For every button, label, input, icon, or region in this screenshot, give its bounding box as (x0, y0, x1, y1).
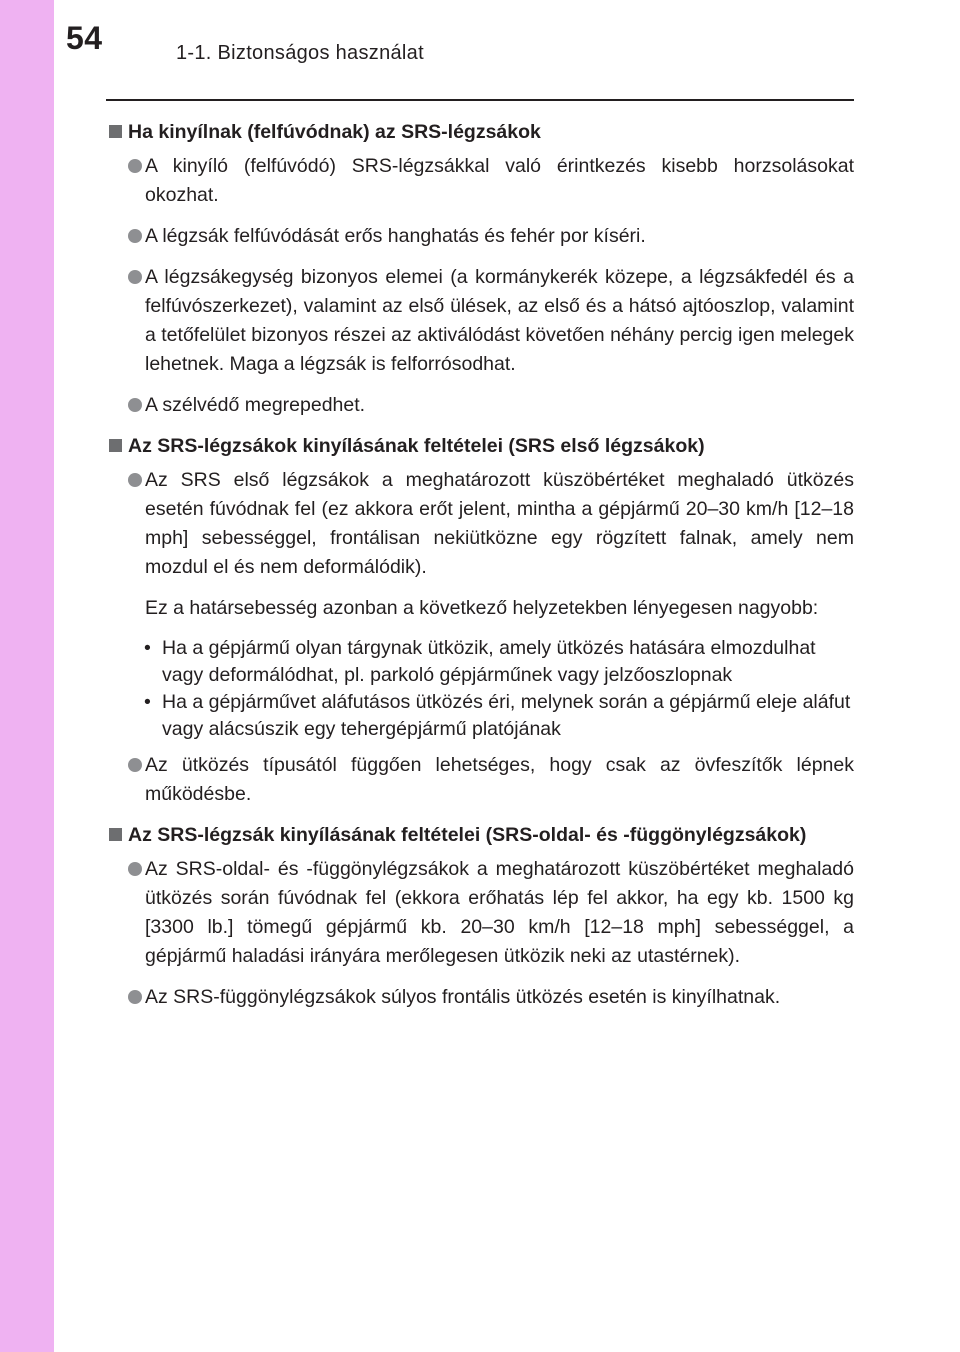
circle-bullet-icon (128, 862, 142, 876)
list-item (108, 983, 854, 1012)
section-heading (108, 118, 854, 147)
list-item (108, 263, 854, 379)
list-item (108, 152, 854, 210)
list-item-text: A kinyíló (felfúvódó) SRS-légzsákkal való érintkezés kisebb horzsolásokat okozhat. (145, 155, 854, 206)
list-item (108, 391, 854, 420)
circle-bullet-icon (128, 159, 142, 173)
list-item-text: Az SRS első légzsákok a meghatározott küszöbértéket meghaladó ütközés esetén fúvódnak fel (ez akkora erőt jelent, mintha a gépjármű 20–30 km/h [12–18 mph] sebességgel, frontálisan nekiütközne egy rögzített falnak, amely nem mozdul el és nem deformálódik). (145, 469, 854, 578)
page-number: 54 (66, 20, 103, 56)
list-item-text: A légzsák felfúvódását erős hanghatás és fehér por kíséri. (145, 225, 646, 247)
sub-list-item (108, 635, 854, 689)
sub-list-item-text: Ha a gépjármű olyan tárgynak ütközik, amely ütközés hatására elmozdulhat vagy deformálódhat, pl. parkoló gépjárműnek vagy jelzőoszlopnak (162, 637, 816, 686)
note-paragraph: Ez a határsebesség azonban a következő helyzetekben lényegesen nagyobb: (145, 597, 819, 619)
circle-bullet-icon (128, 229, 142, 243)
circle-bullet-icon (128, 990, 142, 1004)
page-header (0, 0, 960, 80)
list-item-text: Az SRS-oldal- és -függönylégzsákok a meghatározott küszöbértéket meghaladó ütközés során fúvódnak fel (ekkora erőhatás lép fel akkor, ha egy kb. 1500 kg [3300 lb.] tömegű gépjármű kb. 20–30 km/h [12–18 mph] sebességgel, a gépjármű haladási irányára merőlegesen ütközik neki az utastérnek). (145, 858, 854, 967)
list-item-text: A légzsákegység bizonyos elemei (a kormánykerék közepe, a légzsákfedél és a felfúvószerkezet), valamint az első ülések, az első és a hátsó ajtóoszlop, valamint a tetőfelület bizonyos részei az aktiválódást követően néhány percig igen melegek lehetnek. Maga a légzsák is felforrósodhat. (145, 266, 854, 375)
square-bullet-icon (109, 439, 122, 452)
list-item-text: Az SRS-függönylégzsákok súlyos frontális ütközés esetén is kinyílhatnak. (145, 986, 781, 1008)
small-bullet-icon: • (144, 637, 151, 659)
list-item (108, 855, 854, 971)
sub-list-item-text: Ha a gépjárművet aláfutásos ütközés éri, melynek során a gépjármű eleje aláfut vagy alácsúszik egy tehergépjármű platójának (162, 691, 851, 740)
list-item-text: A szélvédő megrepedhet. (145, 394, 366, 416)
circle-bullet-icon (128, 270, 142, 284)
circle-bullet-icon (128, 758, 142, 772)
list-item-text: Az ütközés típusától függően lehetséges, hogy csak az övfeszítők lépnek működésbe. (145, 754, 854, 805)
list-item (108, 466, 854, 582)
list-item (108, 751, 854, 809)
small-bullet-icon: • (144, 691, 151, 713)
chapter-side-band (0, 0, 54, 1352)
section-heading (108, 432, 854, 461)
section-heading (108, 821, 854, 850)
section-title: 1-1. Biztonságos használat (176, 42, 424, 64)
circle-bullet-icon (128, 398, 142, 412)
list-item (108, 222, 854, 251)
page-content (108, 114, 854, 1024)
sub-list-item (108, 689, 854, 743)
section-heading-text: Az SRS-légzsákok kinyílásának feltételei (SRS első légzsákok) (128, 435, 705, 457)
header-divider (106, 99, 854, 101)
circle-bullet-icon (128, 473, 142, 487)
section-heading-text: Az SRS-légzsák kinyílásának feltételei (SRS-oldal- és -függönylégzsákok) (128, 824, 807, 846)
square-bullet-icon (109, 125, 122, 138)
sub-list (108, 635, 854, 743)
square-bullet-icon (109, 828, 122, 841)
section-heading-text: Ha kinyílnak (felfúvódnak) az SRS-légzsákok (128, 121, 541, 143)
